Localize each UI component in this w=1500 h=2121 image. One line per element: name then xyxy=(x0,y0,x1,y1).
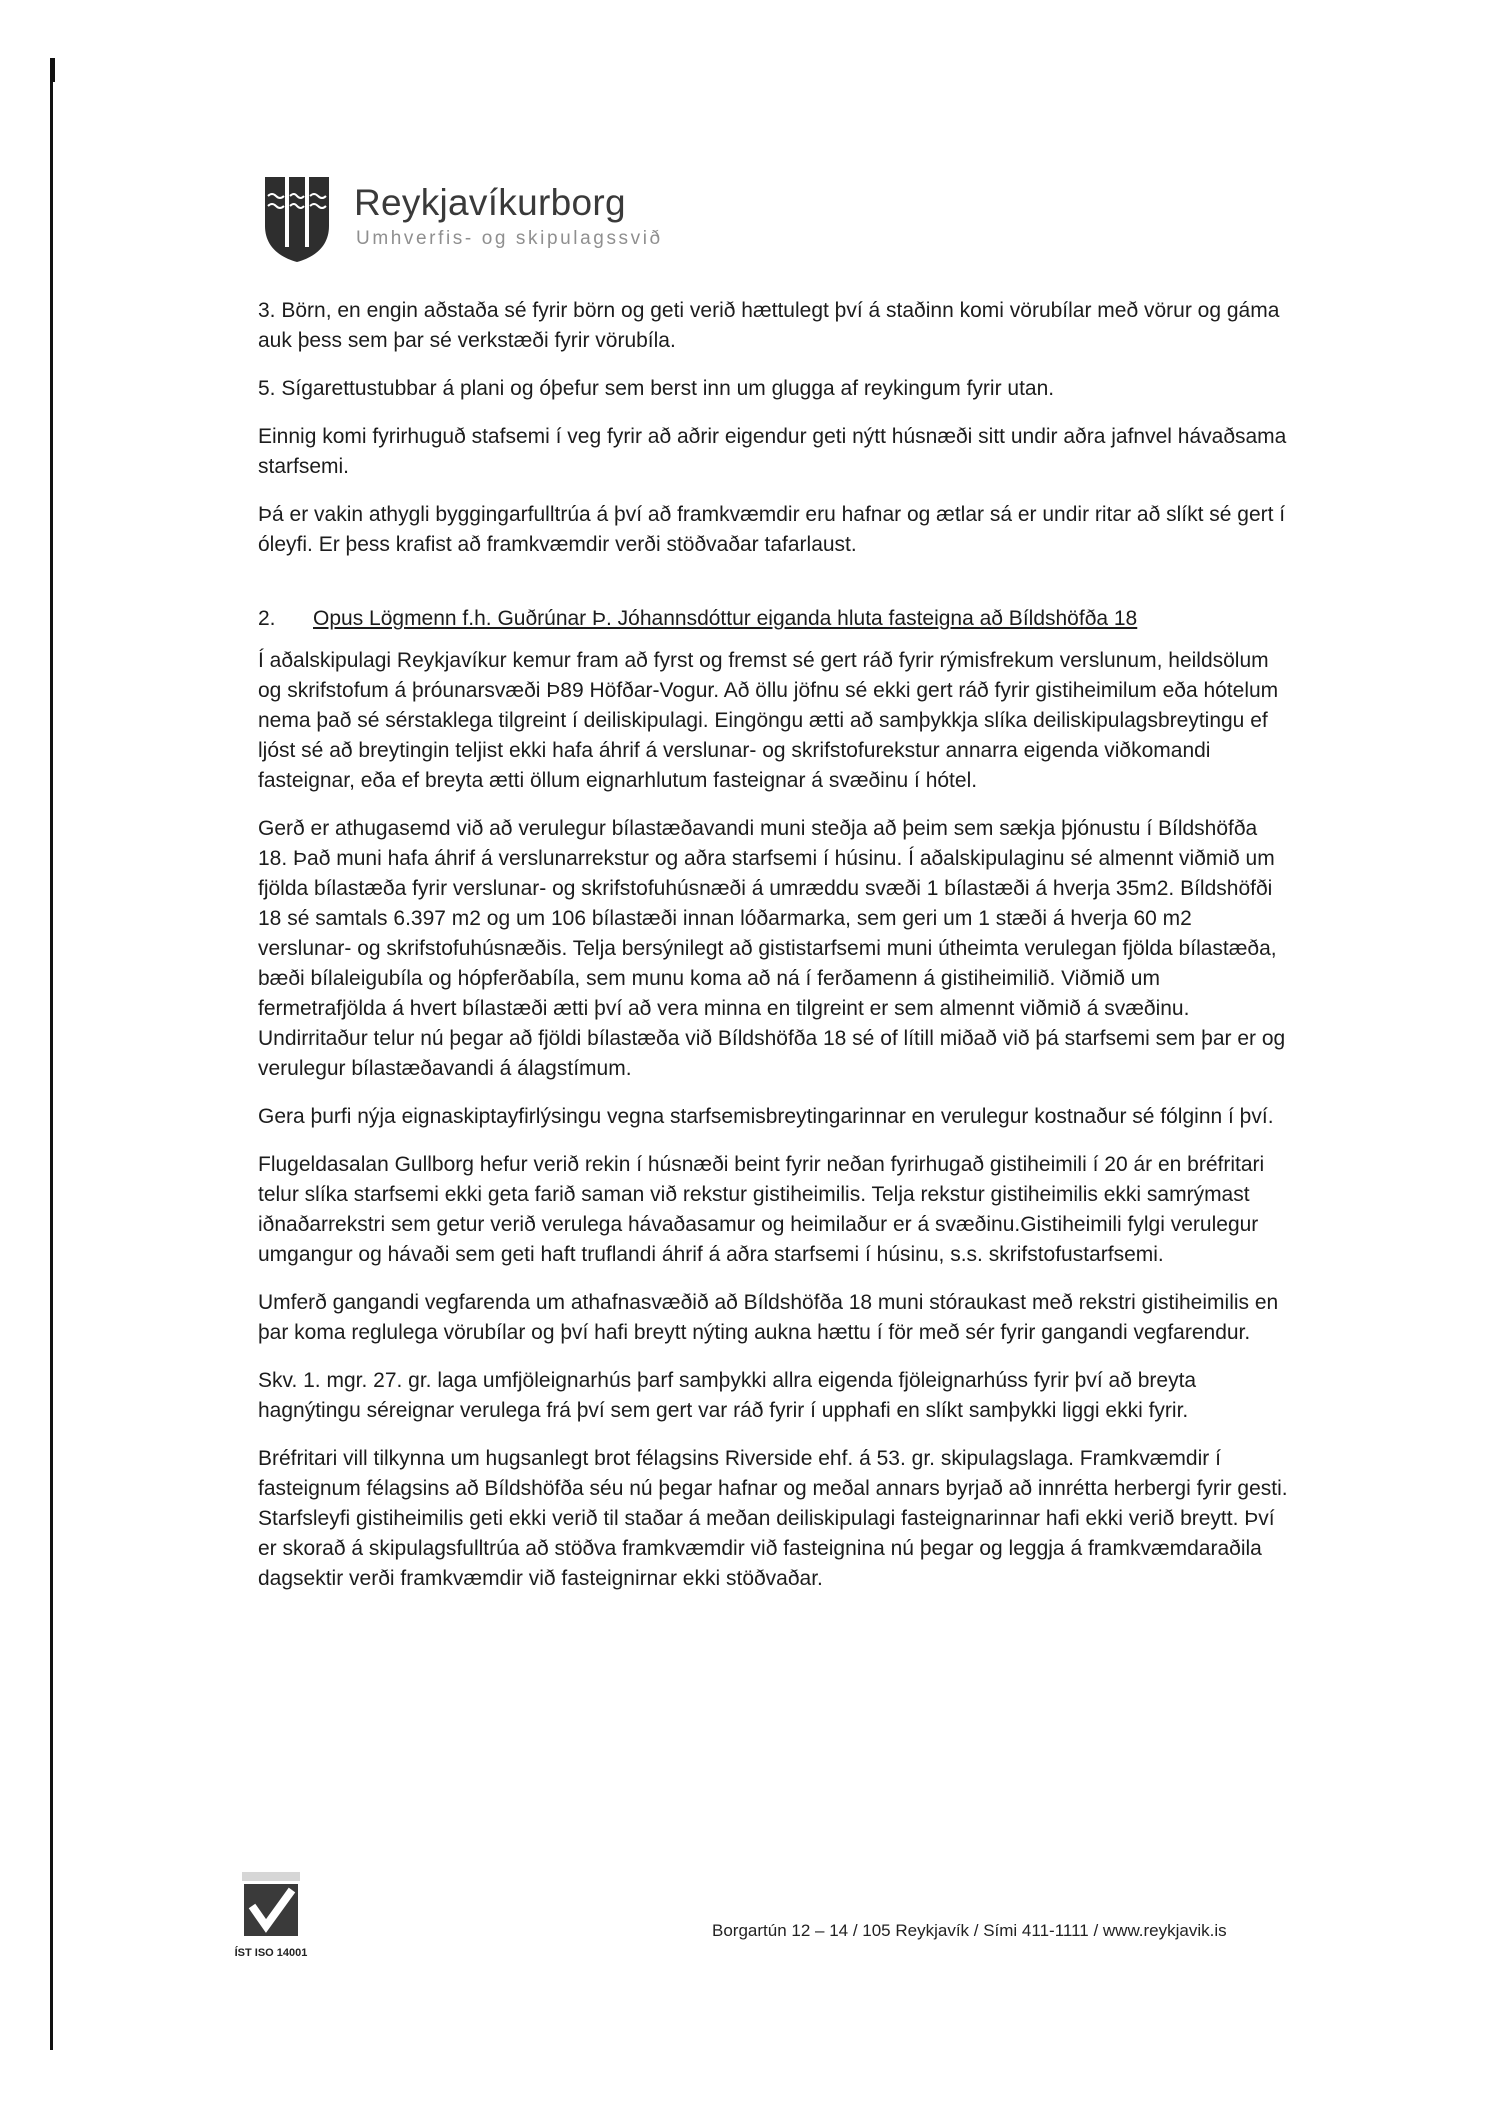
item-number: 2. xyxy=(258,607,276,630)
paragraph: Bréfritari vill tilkynna um hugsanlegt brot félagsins Riverside ehf. á 53. gr. skipulagslaga. Framkvæmdir í fasteignum félagsins að Bíldshöfða séu nú þegar hafnar og meðal annars byrjað að innrétta herbergi fyrir gesti. Starfsleyfi gistiheimilis geti ekki verið til staðar á meðan deiliskipulagi fasteignarinnar hafi ekki verið breytt. Því er skorað á skipulagsfulltrúa að stöðva framkvæmdir við fasteignina nú þegar og leggja á framkvæmdaraðila dagsektir verði framkvæmdir við fasteignirnar ekki stöðvaðar. xyxy=(258,1447,1288,1590)
paragraph: Gerð er athugasemd við að verulegur bílastæðavandi muni steðja að þeim sem sækja þjónustu í Bíldshöfða 18. Það muni hafa áhrif á verslunarrekstur og aðra starfsemi í húsinu. Í aðalskipulaginu sé almennt viðmið um fjölda bílastæða fyrir verslunar- og skrifstofuhúsnæði á umræddu svæði 1 bílastæði á hverja 35m2. Bíldshöfði 18 sé samtals 6.397 m2 og um 106 bílastæði innan lóðarmarka, sem geri um 1 stæði á hverja 60 m2 verslunar- og skrifstofuhúsnæðis. Telja bersýnilegt að gististarfsemi muni útheimta verulegan fjölda bílastæða, bæði bílaleigubíla og hópferðabíla, sem munu koma að ná í ferðamenn á gistiheimilið. Viðmið um fermetrafjölda á hvert bílastæði ætti því að vera minna en tilgreint er sem almennt viðmið á svæðinu. Undirritaður telur nú þegar að fjöldi bílastæða við Bíldshöfða 18 sé of lítill miðað við þá starfsemi sem þar er og verulegur bílastæðavandi á álagstímum. xyxy=(258,817,1286,1080)
paragraph: Skv. 1. mgr. 27. gr. laga umfjöleignarhús þarf samþykki allra eigenda fjöleignarhúss fyrir því að breyta hagnýtingu séreignar verulega frá því sem gert var ráð fyrir í upphafi en slíkt samþykki liggi ekki fyrir. xyxy=(258,1369,1197,1422)
paragraph: Flugeldasalan Gullborg hefur verið rekin í húsnæði beint fyrir neðan fyrirhugað gistiheimili í 20 ár en bréfritari telur slíka starfsemi ekki geta farið saman við rekstur gistiheimilis. Telja rekstur gistiheimilis ekki samrýmast iðnaðarrekstri sem getur verið verulega hávaðasamur og heimilaður er á svæðinu.Gistiheimili fylgi verulegur umgangur og hávaði sem geti haft truflandi áhrif á aðra starfsemi í húsinu, s.s. skrifstofustarfsemi. xyxy=(258,1153,1265,1266)
paragraph: Þá er vakin athygli byggingarfulltrúa á því að framkvæmdir eru hafnar og ætlar sá er undir ritar að slíkt sé gert í óleyfi. Er þess krafist að framkvæmdir verði stöðvaðar tafarlaust. xyxy=(258,503,1286,556)
paragraph: 3. Börn, en engin aðstaða sé fyrir börn og geti verið hættulegt því á staðinn komi vörubílar með vörur og gáma auk þess sem þar sé verkstæði fyrir vörubíla. xyxy=(258,299,1280,352)
scan-edge-line xyxy=(50,70,53,2050)
paragraph: Einnig komi fyrirhuguð stafsemi í veg fyrir að aðrir eigendur geti nýtt húsnæði sitt undir aðra jafnvel hávaðsama starfsemi. xyxy=(258,425,1287,478)
letter-body xyxy=(258,296,1290,1612)
footer-address: Borgartún 12 – 14 / 105 Reykjavík / Sími 411-1111 / www.reykjavik.is xyxy=(712,1921,1227,1940)
item-title: Opus Lögmenn f.h. Guðrúnar Þ. Jóhannsdóttur eiganda hluta fasteigna að Bíldshöfða 18 xyxy=(313,607,1138,630)
paragraph: Umferð gangandi vegfarenda um athafnasvæðið að Bíldshöfða 18 muni stóraukast með rekstri gistiheimilis en þar koma reglulega vörubílar og því hafi breytt nýting aukna hættu í för með sér fyrir gangandi vegfarendur. xyxy=(258,1291,1279,1344)
paragraph: Gera þurfi nýja eignaskiptayfirlýsingu vegna starfsemisbreytingarinnar en verulegur kostnaður sé fólginn í því. xyxy=(258,1105,1274,1128)
item-heading xyxy=(258,604,1290,634)
department-name: Umhverfis- og skipulagssvið xyxy=(356,228,663,249)
iso-certification-logo xyxy=(234,1868,330,1968)
org-name: Reykjavíkurborg xyxy=(354,182,626,223)
iso-label: ÍST ISO 14001 xyxy=(234,1947,308,1959)
paragraph: Í aðalskipulagi Reykjavíkur kemur fram að fyrst og fremst sé gert ráð fyrir rýmisfrekum verslunum, heildsölum og skrifstofum á þróunarsvæði Þ89 Höfðar-Vogur. Að öllu jöfnu sé ekki gert ráð fyrir gistiheimilum eða hótelum nema það sé sérstaklega tilgreint í deiliskipulagi. Eingöngu ætti að samþykkja slíka deiliskipulagsbreytingu ef ljóst sé að breytingin teljist ekki hafa áhrif á verslunar- og skrifstofurekstur annarra eigenda viðkomandi fasteignar, eða ef breyta ætti öllum eignarhlutum fasteignar á svæðinu í hótel. xyxy=(258,649,1279,792)
reykjavik-crest-logo xyxy=(262,174,332,264)
paragraph: 5. Sígarettustubbar á plani og óþefur sem berst inn um glugga af reykingum fyrir utan. xyxy=(258,377,1055,400)
